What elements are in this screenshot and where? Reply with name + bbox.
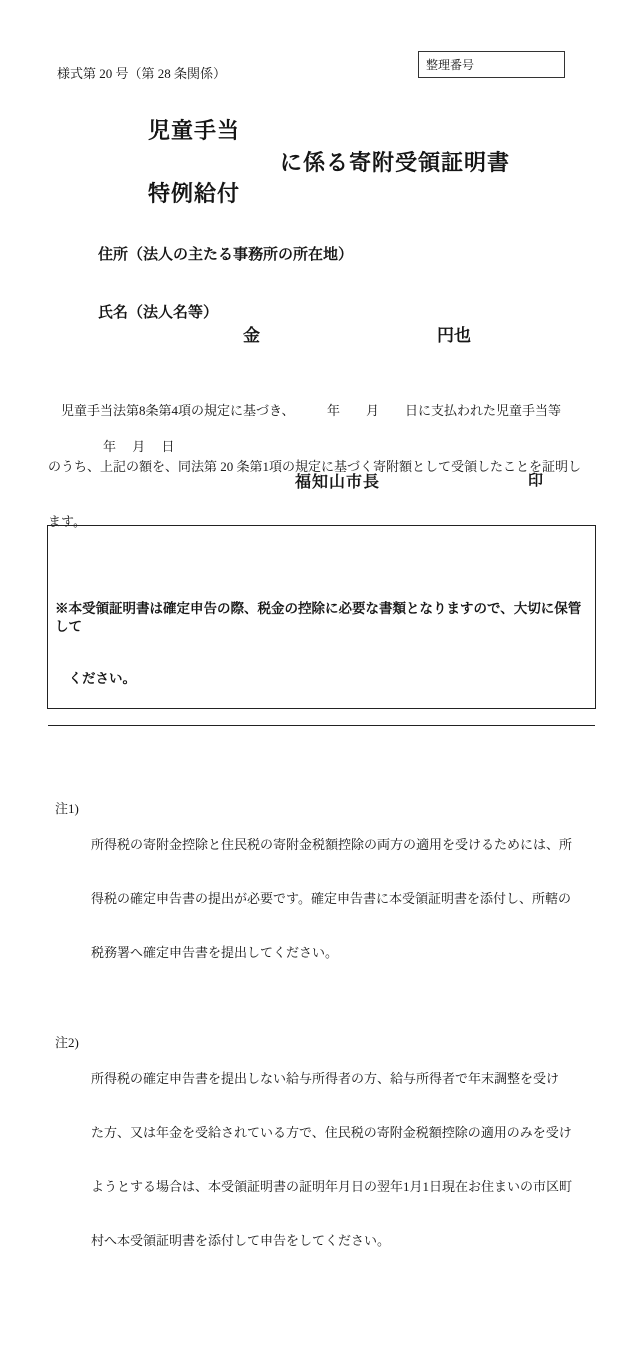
note-line: 村へ本受領証明書を添付して申告をしてください。: [91, 1232, 391, 1248]
form-number-label: 様式第 20 号（第 28 条関係）: [57, 66, 227, 81]
paragraph-line: ます。: [48, 514, 86, 529]
notice-notes: [48, 762, 595, 1322]
name-label: 氏名（法人名等）: [98, 305, 219, 321]
notice-headline-line: ※本受領証明書は確定申告の際、税金の控除に必要な書類となりますので、大切に保管して: [55, 601, 582, 634]
note-line: ようとする場合は、本受領証明書の証明年月日の翌年1月1日現在お住まいの市区町: [91, 1178, 573, 1194]
mayor-signature: 福知山市長: [295, 474, 381, 491]
note-2-text: [91, 1034, 588, 1286]
reference-number-label: 整理番号: [426, 58, 475, 72]
note-line: 所得税の寄附金控除と住民税の寄附金税額控除の両方の適用を受けるためには、所: [91, 836, 573, 852]
paragraph-line: のうち、上記の額を、同法第 20 条第1項の規定に基づく寄附額として受領したことを証明し: [48, 458, 582, 474]
note-line: 所得税の確定申告書を提出しない給与所得者の方、給与所得者で年末調整を受け: [91, 1070, 560, 1086]
note-line: 税務署へ確定申告書を提出してください。: [91, 944, 339, 960]
notice-box: [47, 525, 596, 1248]
note-line: 得税の確定申告書の提出が必要です。確定申告書に本受領証明書を添付し、所轄の: [91, 890, 571, 906]
note-1: [55, 800, 588, 998]
notice-headline: [48, 562, 595, 726]
note-1-text: [91, 800, 588, 998]
title-line-jido-teate: 児童手当: [148, 118, 241, 143]
amount-prefix-kin: 金: [243, 326, 260, 345]
note-2: [55, 1034, 588, 1286]
address-label: 住所（法人の主たる事務所の所在地）: [98, 247, 354, 263]
note-line: た方、又は年金を受給されている方で、住民税の寄附金税額控除の適用のみを受け: [91, 1124, 572, 1140]
amount-suffix-enya: 円也: [437, 326, 471, 345]
note-1-label: 注1): [55, 800, 79, 816]
reference-number-box: [418, 51, 565, 78]
seal-mark: 印: [528, 473, 544, 489]
title-line-tokurei-kyufu: 特例給付: [148, 181, 241, 206]
paragraph-line: 児童手当法第8条第4項の規定に基づき、 年 月 日に支払われた児童手当等: [48, 403, 561, 418]
title-line-certificate: に係る寄附受領証明書: [280, 150, 511, 175]
issue-date-line: 年 月 日: [103, 439, 175, 454]
notice-headline-line: ください。: [55, 671, 136, 686]
note-2-label: 注2): [55, 1034, 79, 1050]
